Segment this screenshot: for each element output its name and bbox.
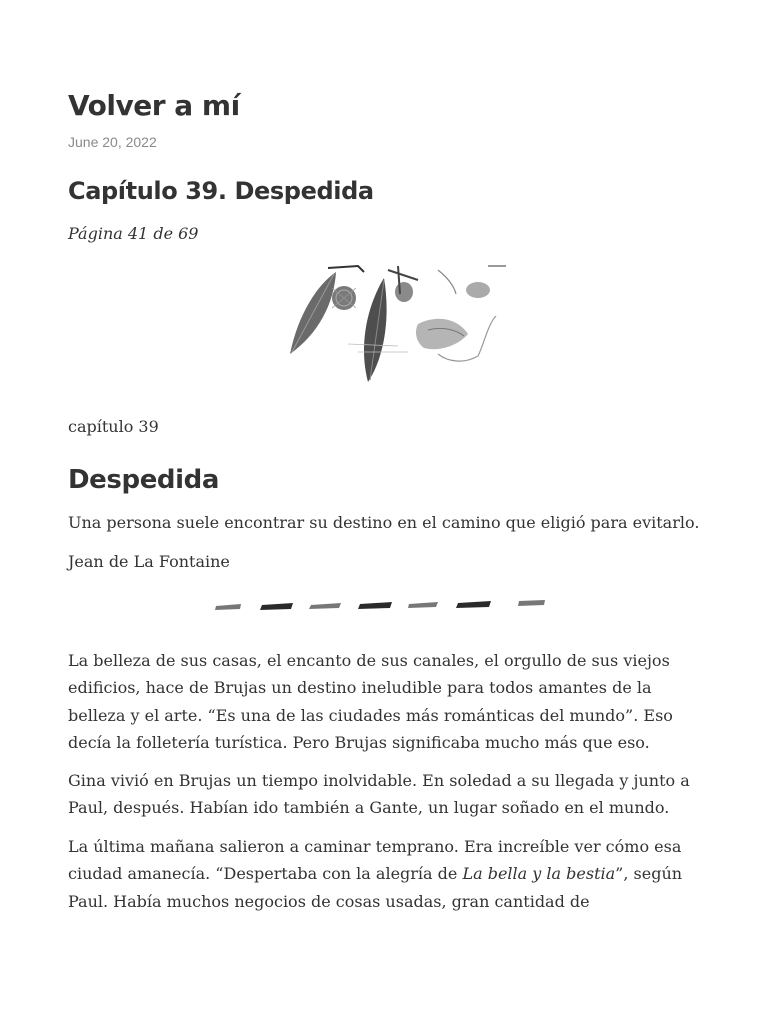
paragraph-3-line-2-start: ciudad amanecía. “Despertaba con la alegría de [68,864,463,884]
epigraph: Una persona suele encontrar su destino en el camino que eligió para evitarlo. [68,513,700,532]
paragraph-2 [68,767,708,822]
fruit [395,282,413,302]
paragraph-1-line-4: decía la folletería turística. Pero Brujas significaba mucho más que eso. [68,732,650,752]
paragraph-2-line-1: Gina vivió en Brujas un tiempo inolvidable. En soledad a su llegada y junto a [68,771,690,790]
leaf-left-vein [292,274,334,352]
epigraph-author: Jean de La Fontaine [68,552,230,571]
paragraph-3-line-2-end: ”, según [615,864,683,884]
paragraph-3-line-3: Paul. Había muchos negocios de cosas usadas, gran cantidad de [68,891,590,911]
book-title: Volver a mí [68,89,240,122]
book-reference: La bella y la bestia [462,864,616,884]
paragraph-2-line-2: Paul, después. Habían ido también a Gante, un lugar soñado en el mundo. [68,798,670,818]
dash-separator [214,596,548,616]
paragraph-3 [68,833,708,915]
paragraph-1-line-1: La belleza de sus casas, el encanto de sus canales, el orgullo de sus viejos [68,651,670,670]
botanical-illustration [288,264,508,384]
chapter-label: capítulo 39 [68,417,159,436]
paragraph-3-line-2 [68,860,708,887]
section-heading: Despedida [68,465,220,495]
leaf-center [364,278,387,382]
post-date: June 20, 2022 [68,134,157,150]
paragraph-1-line-2: edificios, hace de Brujas un destino ineludible para todos amantes de la [68,678,652,698]
paragraph-3-line-1: La última mañana salieron a caminar temprano. Era increíble ver cómo esa [68,837,682,856]
bud-top [466,282,490,298]
chapter-title: Capítulo 39. Despedida [68,177,374,205]
page-indicator: Página 41 de 69 [68,224,199,243]
paragraph-1-line-3: belleza y el arte. “Es una de las ciudades más románticas del mundo”. Eso [68,705,673,725]
paragraph-1 [68,647,708,756]
